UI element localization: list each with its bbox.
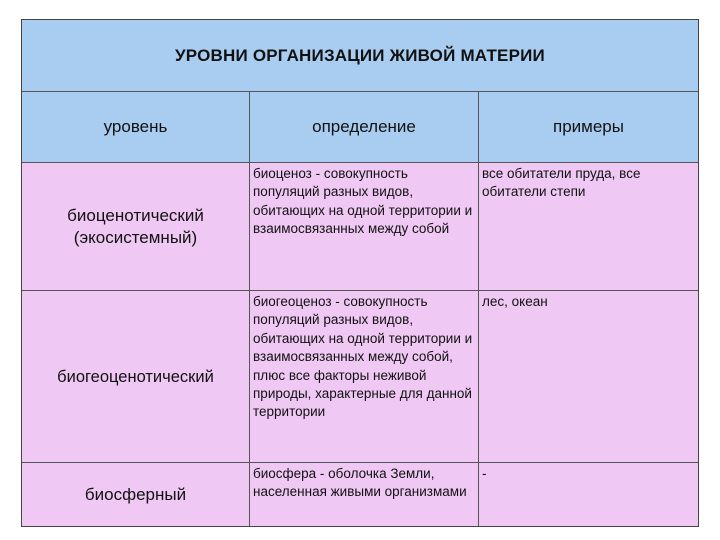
header-examples: примеры	[479, 92, 698, 163]
row-1-examples: все обитатели пруда, все обитатели степи	[482, 166, 641, 200]
row-3-examples: -	[482, 466, 487, 481]
row-2-level: биогеоценотический	[22, 291, 250, 462]
row-2-definition: биогеоценоз - совокупность популяций разных видов, обитающих на одной территории и взаимосвязанных между собой, плюс все факторы неживой природы, характерные для данной территории	[250, 291, 479, 462]
row-3-level: биосферный	[22, 463, 250, 526]
row-2-examples: лес, океан	[482, 294, 548, 309]
row-1-definition: биоценоз - совокупность популяций разных видов, обитающих на одной территории и взаимосвязанных между собой	[250, 163, 479, 290]
row-1-level	[22, 163, 250, 290]
header-level: уровень	[22, 92, 250, 163]
table-title: УРОВНИ ОРГАНИЗАЦИИ ЖИВОЙ МАТЕРИИ	[22, 20, 698, 92]
levels-table	[21, 19, 699, 527]
row-3-definition: биосфера - оболочка Земли, населенная живыми организмами	[250, 463, 479, 526]
header-definition: определение	[250, 92, 479, 163]
row-1-level-text: биоценотический (экосистемный)	[67, 205, 204, 247]
